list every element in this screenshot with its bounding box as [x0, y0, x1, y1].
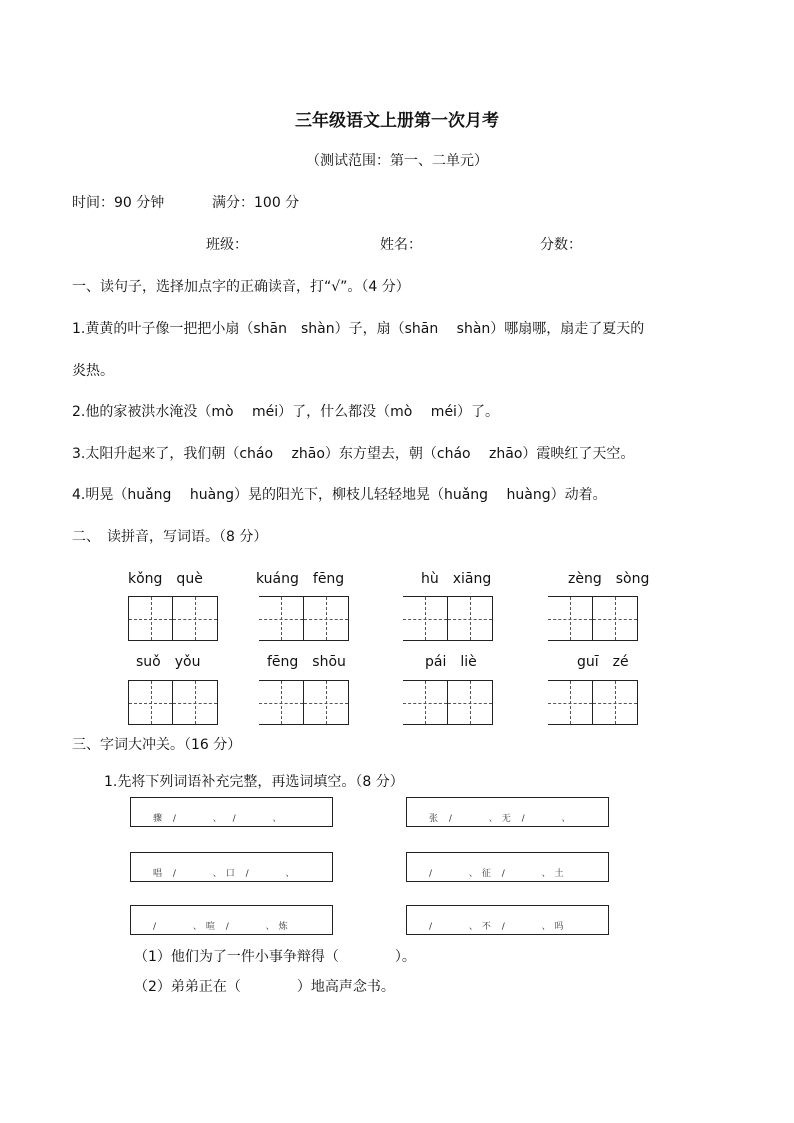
class-label: 班级： [206, 237, 248, 253]
page-title: 三年级语文上册第一次月考 [295, 111, 499, 131]
writing-cell[interactable] [128, 680, 173, 725]
writing-cell[interactable] [593, 596, 638, 641]
pinyin-label: fēng shōu [267, 654, 346, 670]
writing-cell[interactable] [173, 596, 218, 641]
test-scope: （测试范围：第一、二单元） [306, 153, 488, 169]
name-label: 姓名： [380, 237, 422, 253]
pinyin-label: suǒ yǒu [136, 654, 201, 670]
word-box[interactable] [406, 797, 609, 827]
word-box[interactable] [130, 905, 333, 935]
fill-in-2: （2）弟弟正在（ ）地高声念书。 [134, 979, 395, 995]
word-box[interactable] [130, 852, 333, 882]
pinyin-label: pái liè [425, 654, 477, 670]
question-1-line-1: 1.黄黄的叶子像一把把小扇（shān shàn）子，扇（shān shàn）哪扇哪，扇走了夏天的 [72, 321, 645, 337]
word-box-fragment: / 、征 / 、土 [429, 869, 568, 879]
writing-cell[interactable] [593, 680, 638, 725]
writing-cell[interactable] [304, 680, 349, 725]
fill-in-1: （1）他们为了一件小事争辩得（ ）。 [134, 949, 416, 965]
writing-cell[interactable] [259, 680, 304, 725]
writing-cell[interactable] [548, 680, 593, 725]
word-box-fragment: 张 / 、无 / 、 [429, 814, 575, 824]
score-label: 分数： [540, 237, 582, 253]
writing-cell[interactable] [548, 596, 593, 641]
word-box[interactable] [406, 905, 609, 935]
writing-cell[interactable] [128, 596, 173, 641]
word-box[interactable] [406, 852, 609, 882]
question-2: 2.他的家被洪水淹没（mò méi）了，什么都没（mò méi）了。 [72, 404, 499, 420]
question-3: 3.太阳升起来了，我们朝（cháo zhāo）东方望去，朝（cháo zhāo）霞映红了天空。 [72, 446, 635, 462]
writing-cell[interactable] [259, 596, 304, 641]
writing-cell[interactable] [403, 596, 448, 641]
word-box-fragment: 骤 / 、 / 、 [153, 814, 286, 824]
pinyin-label: kǒng què [128, 571, 203, 587]
full-score: 满分：100 分 [212, 195, 300, 211]
writing-cell[interactable] [304, 596, 349, 641]
section3-heading: 三、字词大冲关。（16 分） [72, 737, 242, 753]
question-4: 4.明晃（huǎng huàng）晃的阳光下，柳枝儿轻轻地晃（huǎng huàng）动着。 [72, 487, 607, 503]
word-box-fragment: 唱 / 、口 / 、 [153, 869, 299, 879]
exam-time: 时间：90 分钟 [72, 195, 165, 211]
writing-cell[interactable] [173, 680, 218, 725]
section3-question-1: 1.先将下列词语补充完整，再选词填空。（8 分） [104, 774, 404, 790]
pinyin-label: guī zé [577, 654, 629, 670]
word-box-fragment: / 、喧 / 、炼 [153, 922, 292, 932]
writing-cell[interactable] [403, 680, 448, 725]
section2-heading: 二、 读拼音，写词语。（8 分） [72, 529, 268, 545]
writing-cell[interactable] [448, 680, 493, 725]
pinyin-label: zèng sòng [568, 571, 650, 587]
question-1-line-2: 炎热。 [72, 363, 114, 379]
word-box[interactable] [130, 797, 333, 827]
pinyin-label: kuáng fēng [256, 571, 345, 587]
section1-heading: 一、读句子，选择加点字的正确读音，打“√”。（4 分） [72, 279, 410, 295]
word-box-fragment: / 、不 / 、吗 [429, 922, 568, 932]
pinyin-label: hù xiāng [421, 571, 492, 587]
writing-cell[interactable] [448, 596, 493, 641]
